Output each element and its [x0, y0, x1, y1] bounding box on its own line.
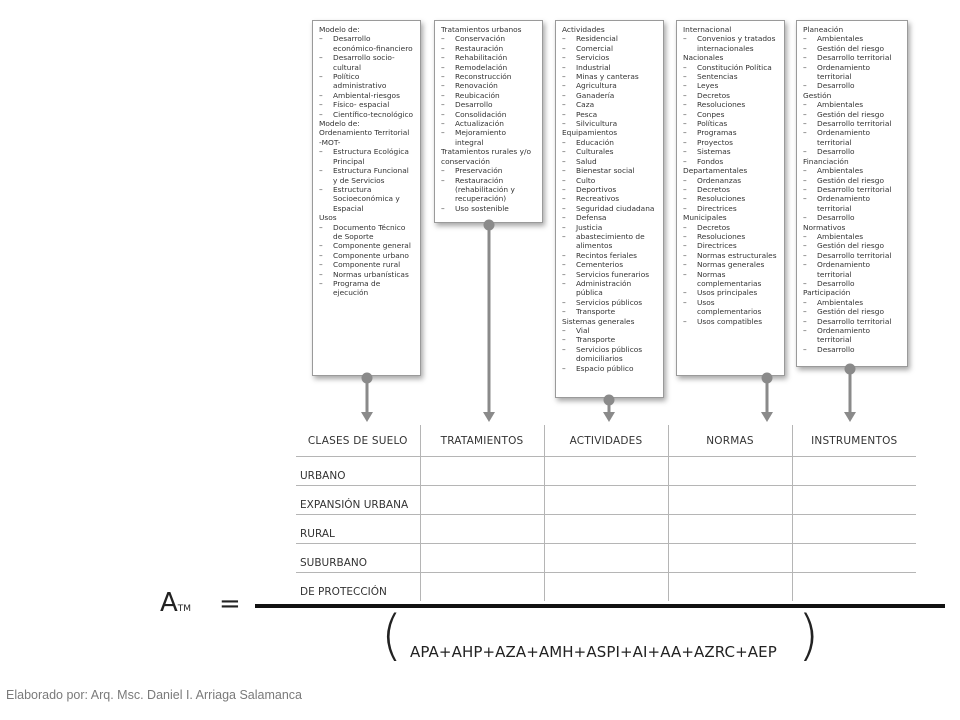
list-item: – Uso sostenible	[441, 204, 536, 213]
table-row	[296, 544, 916, 573]
box-group-heading: Usos	[319, 213, 337, 223]
list-item: – Desarrollo territorial	[803, 185, 901, 194]
list-item: – Reubicación	[441, 91, 536, 100]
list-item: – Sistemas	[683, 147, 778, 156]
list-item: – Educación	[562, 138, 657, 147]
box-group-heading: Nacionales	[683, 53, 724, 63]
list-item: – Servicios públicos	[562, 298, 657, 307]
list-item: – Remodelación	[441, 63, 536, 72]
list-item: – Conservación	[441, 34, 536, 43]
list-item: – Ordenanzas	[683, 176, 778, 185]
formula-equals: =	[219, 589, 241, 619]
list-item: – Estructura Socioeconómica y Espacial	[319, 185, 414, 213]
table-cell	[544, 457, 668, 486]
list-item: – Industrial	[562, 63, 657, 72]
list-item: – Desarrollo	[803, 345, 901, 354]
box-group-heading: Tratamientos rurales y/o conservación	[441, 147, 531, 166]
list-item: – Estructura Ecológica Principal	[319, 147, 414, 166]
table-cell	[668, 573, 792, 602]
list-item: – Recintos feriales	[562, 251, 657, 260]
table-cell	[668, 457, 792, 486]
list-item: – Normas complementarias	[683, 270, 778, 289]
formula-open-paren: (	[381, 604, 403, 667]
list-item: – Ordenamiento territorial	[803, 194, 901, 213]
list-item: – Culturales	[562, 147, 657, 156]
formula-close-paren: )	[798, 604, 820, 667]
table-cell	[792, 486, 916, 515]
table-cell	[420, 457, 544, 486]
list-item: – Desarrollo territorial	[803, 251, 901, 260]
list-item: – Proyectos	[683, 138, 778, 147]
list-item: – Programa de ejecución	[319, 279, 414, 298]
list-item: – Residencial	[562, 34, 657, 43]
list-item: – Ambientales	[803, 232, 901, 241]
land-matrix-table	[296, 425, 916, 601]
header-instrumentos: INSTRUMENTOS	[792, 425, 916, 457]
table-cell	[668, 486, 792, 515]
list-item: – Recreativos	[562, 194, 657, 203]
list-item: – Ambientales	[803, 100, 901, 109]
list-item: – Servicios públicos domiciliarios	[562, 345, 657, 364]
list-item: – Ambiental-riesgos	[319, 91, 414, 100]
row-label-rural: RURAL	[296, 515, 420, 544]
table-row	[296, 486, 916, 515]
arrow-instrumentos	[844, 364, 856, 422]
list-item: – Agricultura	[562, 81, 657, 90]
arrow-modelo	[361, 373, 373, 422]
box-group-heading: Modelo de: Ordenamiento Territorial -MOT-	[319, 119, 410, 147]
list-item: – Gestión del riesgo	[803, 176, 901, 185]
table-cell	[792, 457, 916, 486]
list-item: – Comercial	[562, 44, 657, 53]
table-cell	[544, 573, 668, 602]
author-credit: Elaborado por: Arq. Msc. Daniel I. Arriaga Salamanca	[6, 688, 302, 702]
list-item: – Político administrativo	[319, 72, 414, 91]
list-item: – Sentencias	[683, 72, 778, 81]
list-item: – Desarrollo	[803, 147, 901, 156]
list-item: – Defensa	[562, 213, 657, 222]
list-item: – Decretos	[683, 223, 778, 232]
list-item: – Gestión del riesgo	[803, 307, 901, 316]
list-item: – Bienestar social	[562, 166, 657, 175]
box-group-heading: Participación	[803, 288, 851, 298]
table-cell	[668, 544, 792, 573]
header-normas: NORMAS	[668, 425, 792, 457]
formula-lhs-main: A	[160, 588, 178, 618]
list-item: – Gestión del riesgo	[803, 241, 901, 250]
formula-denominator: APA+AHP+AZA+AMH+ASPI+AI+AA+AZRC+AEP	[410, 643, 777, 661]
list-item: – Ordenamiento territorial	[803, 63, 901, 82]
list-item: – Salud	[562, 157, 657, 166]
list-item: – Ordenamiento territorial	[803, 260, 901, 279]
list-item: – Componente urbano	[319, 251, 414, 260]
list-item: – Ambientales	[803, 34, 901, 43]
list-item: – abastecimiento de alimentos	[562, 232, 657, 251]
header-actividades: ACTIVIDADES	[544, 425, 668, 457]
list-item: – Usos complementarios	[683, 298, 778, 317]
row-label-de-proteccion: DE PROTECCIÓN	[296, 573, 420, 602]
table-cell	[420, 544, 544, 573]
list-item: – Ordenamiento territorial	[803, 128, 901, 147]
formula-lhs	[160, 588, 191, 618]
list-item: – Estructura Funcional y de Servicios	[319, 166, 414, 185]
list-item: – Gestión del riesgo	[803, 110, 901, 119]
table-cell	[420, 486, 544, 515]
list-item: – Ambientales	[803, 298, 901, 307]
list-item: – Servicios	[562, 53, 657, 62]
list-item: – Conpes	[683, 110, 778, 119]
list-item: – Restauración	[441, 44, 536, 53]
list-item: – Leyes	[683, 81, 778, 90]
box-group-heading: Planeación	[803, 25, 844, 34]
list-item: – Directrices	[683, 241, 778, 250]
box-group-heading: Actividades	[562, 25, 605, 34]
list-item: – Usos principales	[683, 288, 778, 297]
list-item: – Espacio público	[562, 364, 657, 373]
list-item: – Ambientales	[803, 166, 901, 175]
list-item: – Ganadería	[562, 91, 657, 100]
box-group-heading: Equipamientos	[562, 128, 618, 138]
list-item: – Fondos	[683, 157, 778, 166]
list-item: – Cementerios	[562, 260, 657, 269]
list-item: – Reconstrucción	[441, 72, 536, 81]
table-cell	[544, 486, 668, 515]
table-header-row	[296, 425, 916, 457]
list-item: – Decretos	[683, 91, 778, 100]
list-item: – Culto	[562, 176, 657, 185]
table-cell	[544, 544, 668, 573]
table-cell	[544, 515, 668, 544]
row-label-expansion-urbana: EXPANSIÓN URBANA	[296, 486, 420, 515]
list-item: – Rehabilitación	[441, 53, 536, 62]
list-item: – Resoluciones	[683, 232, 778, 241]
list-item: – Resoluciones	[683, 194, 778, 203]
list-item: – Desarrollo territorial	[803, 317, 901, 326]
list-item: – Consolidación	[441, 110, 536, 119]
list-item: – Preservación	[441, 166, 536, 175]
list-item: – Silvicultura	[562, 119, 657, 128]
list-item: – Resoluciones	[683, 100, 778, 109]
list-item: – Desarrollo	[803, 279, 901, 288]
list-item: – Minas y canteras	[562, 72, 657, 81]
arrow-actividades	[603, 395, 615, 422]
list-item: – Deportivos	[562, 185, 657, 194]
list-item: – Vial	[562, 326, 657, 335]
table-cell	[420, 515, 544, 544]
table-row	[296, 457, 916, 486]
list-item: – Físico- espacial	[319, 100, 414, 109]
row-label-urbano: URBANO	[296, 457, 420, 486]
box-group-heading: Sistemas generales	[562, 316, 635, 326]
list-item: – Transporte	[562, 335, 657, 344]
list-item: – Programas	[683, 128, 778, 137]
list-item: – Servicios funerarios	[562, 270, 657, 279]
list-item: – Convenios y tratados internacionales	[683, 34, 778, 53]
list-item: – Desarrollo	[803, 81, 901, 90]
list-item: – Desarrollo territorial	[803, 119, 901, 128]
list-item: – Transporte	[562, 307, 657, 316]
list-item: – Ordenamiento territorial	[803, 326, 901, 345]
arrow-tratamientos	[483, 220, 495, 422]
list-item: – Actualización	[441, 119, 536, 128]
header-tratamientos: TRATAMIENTOS	[420, 425, 544, 457]
table-row	[296, 515, 916, 544]
list-item: – Mejoramiento integral	[441, 128, 536, 147]
row-label-suburbano: SUBURBANO	[296, 544, 420, 573]
fraction-line	[255, 604, 945, 608]
list-item: – Gestión del riesgo	[803, 44, 901, 53]
box-group-heading: Municipales	[683, 213, 727, 223]
table-row	[296, 573, 916, 602]
list-item: – Directrices	[683, 204, 778, 213]
list-item: – Restauración (rehabilitación y recuperación)	[441, 176, 536, 204]
list-item: – Normas estructurales	[683, 251, 778, 260]
box-group-heading: Normativos	[803, 222, 846, 232]
list-item: – Pesca	[562, 110, 657, 119]
header-clases-de-suelo: CLASES DE SUELO	[296, 425, 420, 457]
table-cell	[420, 573, 544, 602]
list-item: – Usos compatibles	[683, 317, 778, 326]
table-cell	[668, 515, 792, 544]
list-item: – Desarrollo	[441, 100, 536, 109]
list-item: – Caza	[562, 100, 657, 109]
formula-lhs-sub: TM	[177, 604, 192, 614]
list-item: – Seguridad ciudadana	[562, 204, 657, 213]
list-item: – Normas generales	[683, 260, 778, 269]
list-item: – Políticas	[683, 119, 778, 128]
arrow-normas	[761, 373, 773, 422]
box-group-heading: Modelo de:	[319, 25, 360, 34]
table-cell	[792, 544, 916, 573]
list-item: – Renovación	[441, 81, 536, 90]
table-cell	[792, 515, 916, 544]
list-item: – Componente general	[319, 241, 414, 250]
list-item: – Justicia	[562, 223, 657, 232]
list-item: – Documento Técnico de Soporte	[319, 223, 414, 242]
list-item: – Decretos	[683, 185, 778, 194]
list-item: – Normas urbanísticas	[319, 270, 414, 279]
list-item: – Desarrollo	[803, 213, 901, 222]
table-cell	[792, 573, 916, 602]
box-group-heading: Internacional	[683, 25, 732, 34]
list-item: – Desarrollo territorial	[803, 53, 901, 62]
box-group-heading: Gestión	[803, 90, 832, 100]
list-item: – Constitución Política	[683, 63, 778, 72]
list-item: – Científico-tecnológico	[319, 110, 414, 119]
list-item: – Desarrollo socio-cultural	[319, 53, 414, 72]
box-group-heading: Departamentales	[683, 166, 748, 176]
box-group-heading: Tratamientos urbanos	[441, 25, 522, 34]
box-group-heading: Financiación	[803, 156, 849, 166]
list-item: – Componente rural	[319, 260, 414, 269]
list-item: – Administración pública	[562, 279, 657, 298]
list-item: – Desarrollo económico-financiero	[319, 34, 414, 53]
